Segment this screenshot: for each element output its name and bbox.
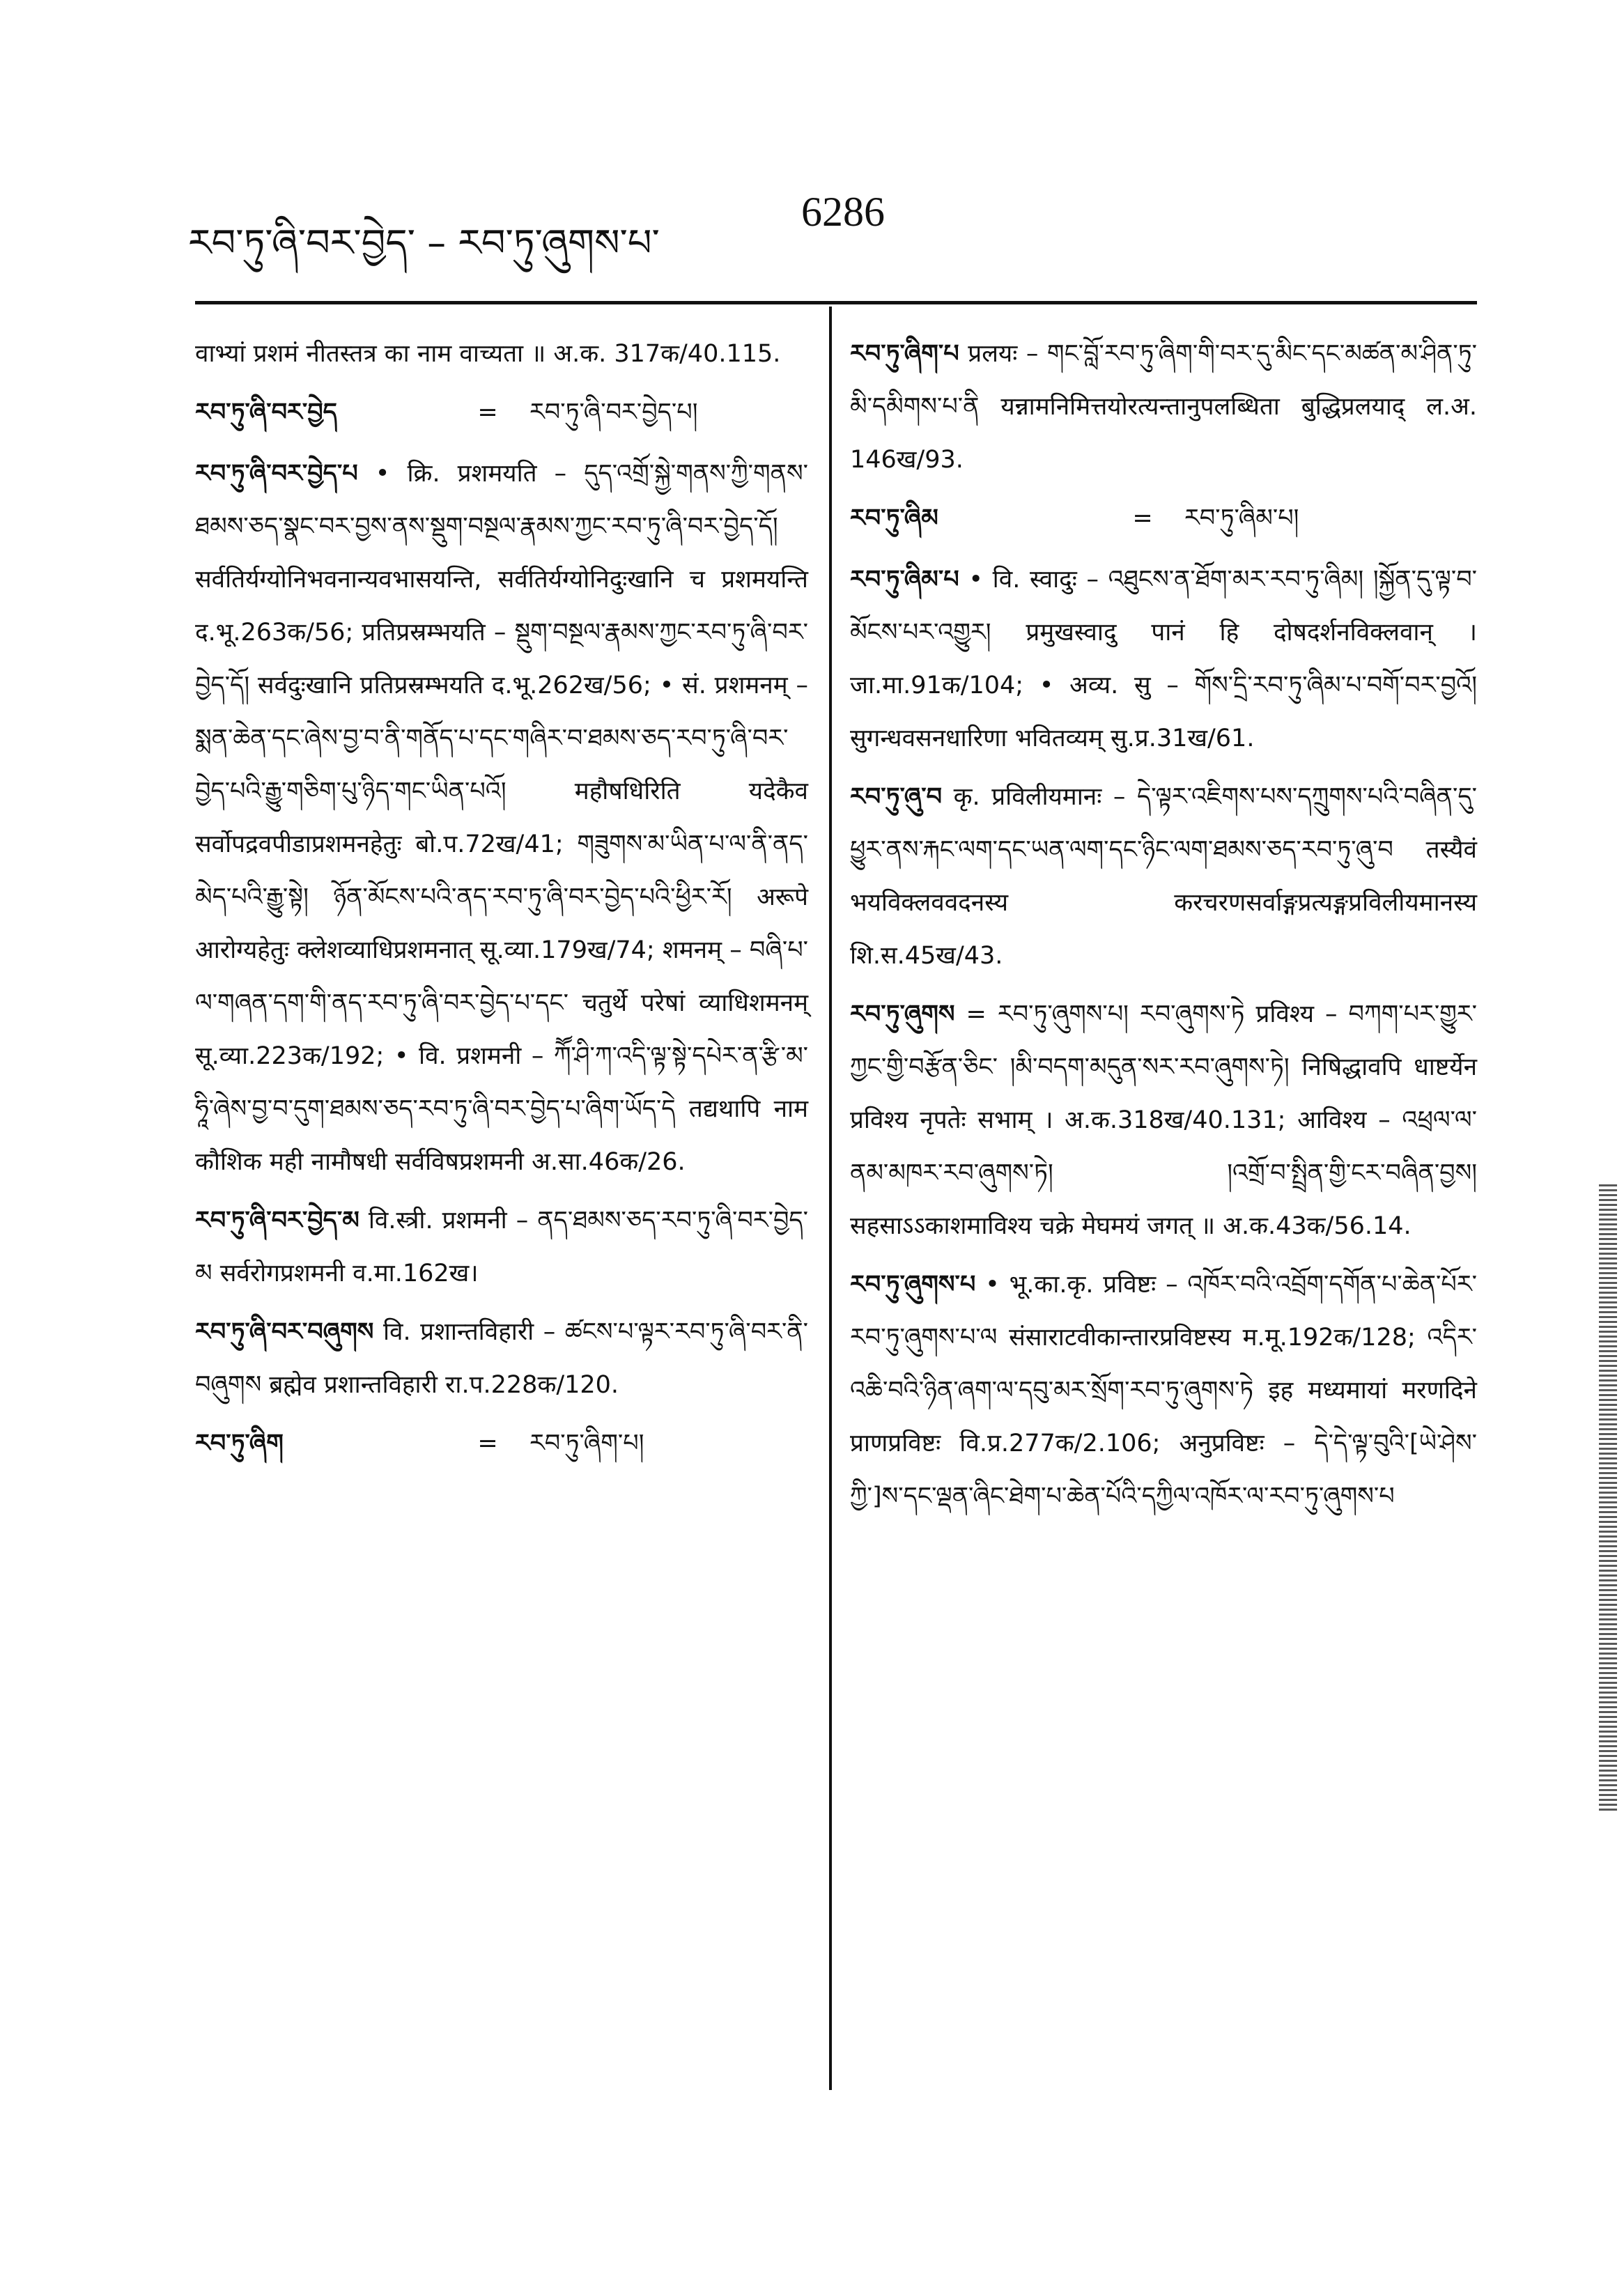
xref-headword: རབ་ཏུ་ཞིག xyxy=(195,1430,284,1457)
xref-headword: རབ་ཏུ་ཞི་བར་བྱེད xyxy=(195,398,337,426)
xref-equals: = xyxy=(477,398,498,426)
headword: རབ་ཏུ་ཞུ་བ xyxy=(850,783,943,811)
headword: རབ་ཏུ་ཞིམ་པ xyxy=(850,566,959,594)
column-divider xyxy=(829,307,832,2090)
page-number: 6286 xyxy=(801,189,885,235)
entry-text: • भू.का.कृ. प्रविष्टः – འཁོར་བའི་འབྲོག་དགོན་པ་ཆེན་པོར་རབ་ཏུ་ཞུགས་པ་ལ संसाराटवीकान्तारप्रविष्टस्य म.मू.192क/128; འདིར་འཆི་བའི་ཉིན་ཞག་ལ་དབུ་མར་སྲོག་རབ་ཏུ་ཞུགས་ཏེ इह मध्यमायां मरणदिने प्राणप्रविष्टः वि.प्र.277क/2.106; अनुप्रविष्टः – དེ་དེ་ལྟ་བུའི་[ཡེ་ཤེས་ཀྱི་]ས་དང་ལྡན་ཞིང་ཐེག་པ་ཆེན་པོའི་དཀྱིལ་འཁོར་ལ་རབ་ཏུ་ཞུགས་པ xyxy=(850,1271,1477,1510)
dictionary-entry xyxy=(195,447,808,1189)
headword: རབ་ཏུ་ཞི་བར་བྱེད་པ xyxy=(195,460,358,488)
entry-text: कृ. प्रविलीयमानः – དེ་ལྟར་འཇིགས་པས་དཀྲུགས་པའི་བཞིན་དུ་ཕྱུར་ནས་རྐང་ལག་དང་ཡན་ལག་དང་ཉིང་ལག་ཐམས་ཅད་རབ་ཏུ་ཞུ་བ तस्यैवं भयविक्लववदनस्य करचरणसर्वाङ्गप्रत्यङ्गप्रविलीयमानस्य शि.स.45ख/43. xyxy=(850,783,1477,970)
entry-text: वि.स्त्री. प्रशमनी – ནད་ཐམས་ཅད་རབ་ཏུ་ཞི་བར་བྱེད་མ सर्वरोगप्रशमनी व.मा.162ख। xyxy=(195,1207,808,1287)
right-column xyxy=(850,327,1477,1529)
cross-reference xyxy=(195,1417,808,1470)
xref-equals: = xyxy=(477,1430,498,1457)
dictionary-entry xyxy=(195,1306,808,1411)
headword: རབ་ཏུ་ཞིག་པ xyxy=(850,340,959,368)
headword: རབ་ཏུ་ཞི་བར་བྱེད་མ xyxy=(195,1207,359,1235)
entry-text: वाभ्यां प्रशमं नीतस्तत्र का नाम वाच्यता ॥ अ.क. 317क/40.115. xyxy=(195,340,781,368)
dictionary-entry xyxy=(850,553,1477,765)
xref-headword: རབ་ཏུ་ཞིམ xyxy=(850,504,938,532)
scan-edge-shadow xyxy=(1599,1184,1617,1811)
xref-target: རབ་ཏུ་ཞིག་པ། xyxy=(529,1430,644,1457)
xref-target: རབ་ཏུ་ཞིམ་པ། xyxy=(1184,504,1299,532)
headword: རབ་ཏུ་ཞུགས xyxy=(850,1000,955,1028)
continued-entry xyxy=(195,327,808,380)
dictionary-entry xyxy=(850,1258,1477,1523)
cross-reference xyxy=(850,492,1477,545)
entry-text: वि. प्रशान्तविहारी – ཚངས་པ་ལྟར་རབ་ཏུ་ཞི་བར་ནི་བཞུགས ब्रह्मेव प्रशान्तविहारी रा.प.228क/120. xyxy=(195,1318,808,1399)
headword: རབ་ཏུ་ཞུགས་པ xyxy=(850,1271,976,1299)
entry-text: = རབ་ཏུ་ཞུགས་པ། རབ་ཞུགས་ཏེ प्रविश्य – བཀག་པར་གྱུར་ཀྱང་གྱི་བརྩོན་ཅིང་ །མི་བདག་མདུན་སར་རབ་ཞུགས་ཏེ། निषिद्धावपि धाष्टर्येन प्रविश्य नृपतेः सभाम् । अ.क.318ख/40.131; आविश्य – འཕྲལ་ལ་ནམ་མཁར་རབ་ཞུགས་ཏེ། །འགྲོ་བ་སྤྲིན་གྱི་ངར་བཞིན་བྱས། सहसाऽऽकाशमाविश्य चक्रे मेघमयं जगत् ॥ अ.क.43क/56.14. xyxy=(850,1000,1477,1240)
entry-text: • क्रि. प्रशमयति – དུད་འགྲོ་སྐྱེ་གནས་ཀྱི་གནས་ཐམས་ཅད་སྣང་བར་བྱས་ནས་སྡུག་བསྔལ་རྣམས་ཀྱང་རབ་ཏུ་ཞི་བར་བྱེད་དོ། सर्वतिर्यग्योनिभवनान्यवभासयन्ति, सर्वतिर्यग्योनिदुःखानि च प्रशमयन्ति द.भू.263क/56; प्रतिप्रस्रम्भयति – སྡུག་བསྔལ་རྣམས་ཀྱང་རབ་ཏུ་ཞི་བར་བྱེད་དོ། सर्वदुःखानि प्रतिप्रस्रम्भयति द.भू.262ख/56; • सं. प्रशमनम् – སྨན་ཆེན་དང་ཞེས་བྱ་བ་ནི་གནོད་པ་དང་གཞིར་བ་ཐམས་ཅད་རབ་ཏུ་ཞི་བར་བྱེད་པའི་རྒྱུ་གཅིག་པུ་ཉིད་གང་ཡིན་པའོ། महौषधिरिति यदेकैव सर्वोपद्रवपीडाप्रशमनहेतुः बो.प.72ख/41; གཟུགས་མ་ཡིན་པ་ལ་ནི་ནད་མེད་པའི་རྒྱུ་སྟེ། ཉོན་མོངས་པའི་ནད་རབ་ཏུ་ཞི་བར་བྱེད་པའི་ཕྱིར་རོ། अरूपे आरोग्यहेतुः क्लेशव्याधिप्रशमनात् सू.व्या.179ख/74; शमनम् – བཞི་པ་ལ་གཞན་དག་གི་ནད་རབ་ཏུ་ཞི་བར་བྱེད་པ་དང་ चतुर्थे परेषां व्याधिशमनम् सू.व्या.223क/192; • वि. प्रशमनी – ཀཽ་ཤི་ཀ་འདི་ལྟ་སྟེ་དཔེར་ན་རྩི་མ་ཧཱི་ཞེས་བྱ་བ་དུག་ཐམས་ཅད་རབ་ཏུ་ཞི་བར་བྱེད་པ་ཞིག་ཡོད་དེ तद्यथापि नाम कौशिक मही नामौषधी सर्वविषप्रशमनी अ.सा.46क/26. xyxy=(195,460,808,1176)
xref-target: རབ་ཏུ་ཞི་བར་བྱེད་པ། xyxy=(529,398,698,426)
headword: རབ་ཏུ་ཞི་བར་བཞུགས xyxy=(195,1318,374,1346)
left-column xyxy=(195,327,808,1478)
entry-text: • वि. स्वादुः – འཐུངས་ན་ཐོག་མར་རབ་ཏུ་ཞིམ། །སྐྱོན་དུ་ལྟ་བ་མོངས་པར་འགྱུར། प्रमुखस्वादु पानं हि दोषदर्शनविक्लवान् । जा.मा.91क/104; • अव्य. सु – གོས་དྲི་རབ་ཏུ་ཞིམ་པ་བགོ་བར་བྱའོ། सुगन्धवसनधारिणा भवितव्यम् सु.प्र.31ख/61. xyxy=(850,566,1477,752)
dictionary-entry xyxy=(850,988,1477,1253)
page-header xyxy=(188,188,1491,265)
xref-equals: = xyxy=(1132,504,1153,532)
dictionary-entry xyxy=(195,1194,808,1300)
dictionary-entry xyxy=(850,771,1477,982)
dictionary-entry xyxy=(850,327,1477,486)
header-rule xyxy=(195,301,1477,304)
entry-text: प्रलयः – གང་བློ་རབ་ཏུ་ཞིག་གི་བར་དུ་མིང་དང་མཚན་མ་ཤིན་ཏུ་མི་དམིགས་པ་ནི यन्नामनिमित्तयोरत्यन्तानुपलब्धिता बुद्धिप्रलयाद् ल.अ. 146ख/93. xyxy=(850,340,1477,474)
running-head: རབ་ཏུ་ཞི་བར་བྱེད་ – རབ་ཏུ་ཞུགས་པ་ xyxy=(188,221,660,265)
cross-reference xyxy=(195,386,808,439)
